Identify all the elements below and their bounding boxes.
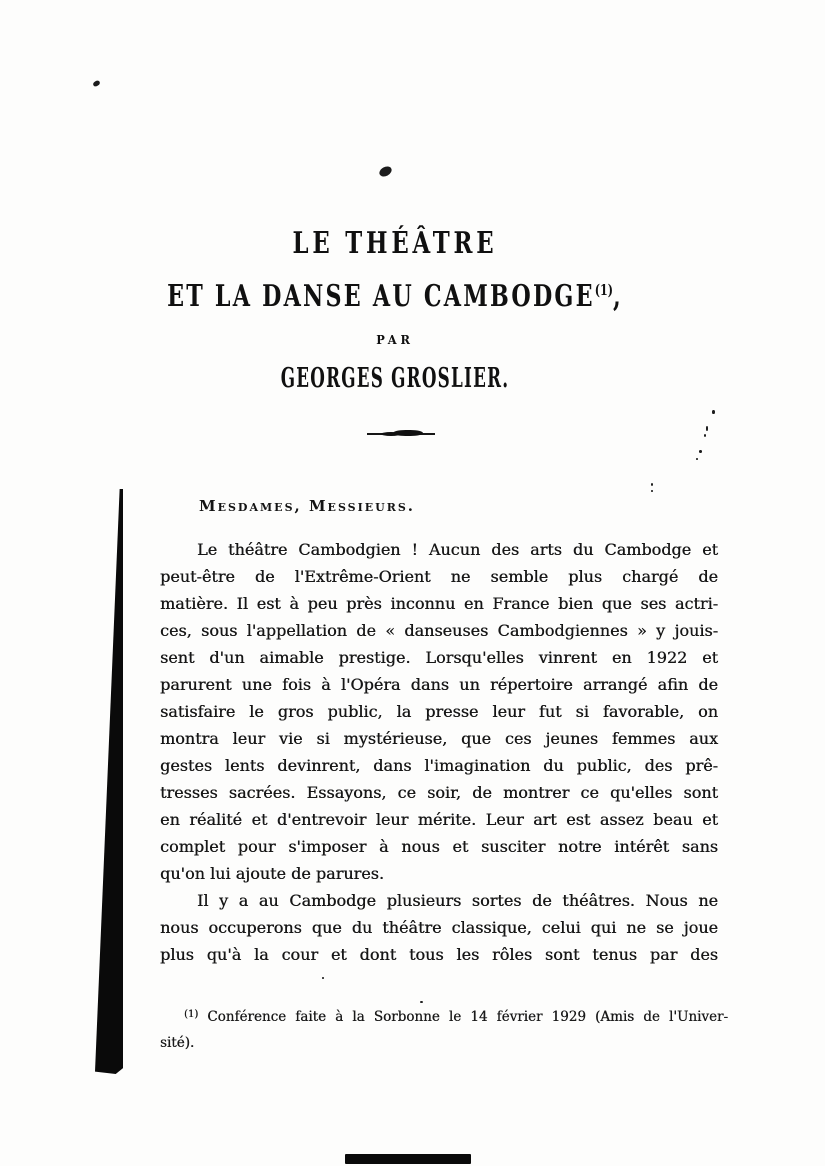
footnote: [160, 1002, 728, 1056]
footnote-marker: (1): [184, 1009, 199, 1020]
body-line-paragraph-end: qu'on lui ajoute de parures.: [160, 864, 384, 883]
document-title-line2-text: ET LA DANSE AU CAMBODGE: [167, 279, 595, 314]
footnote-line: sité).: [160, 1035, 195, 1051]
footnote-line: [160, 1002, 728, 1030]
scan-artifact-left-bar: [95, 489, 123, 1074]
body-text-column: [160, 536, 718, 968]
document-title-line2: [167, 279, 623, 314]
ink-speck: [651, 490, 653, 492]
footnote-reference-superscript: (1): [594, 281, 613, 299]
author-name: GEORGES GROSLIER.: [280, 363, 510, 394]
body-line: parurent une fois à l'Opéra dans un répertoire arrangé afin de: [160, 675, 718, 694]
body-line: montra leur vie si mystérieuse, que ces jeunes femmes aux: [160, 729, 718, 748]
ink-speck: [712, 410, 715, 414]
ink-speck: [92, 80, 101, 88]
body-line: tresses sacrées. Essayons, ce soir, de montrer ce qu'elles sont: [160, 783, 718, 802]
body-line: matière. Il est à peu près inconnu en France bien que ses actri-: [160, 594, 718, 613]
document-title-line2-comma: ,: [612, 279, 623, 314]
ornamental-divider: [367, 428, 435, 438]
body-line: Le théâtre Cambodgien ! Aucun des arts du Cambodge et: [197, 540, 718, 559]
ink-speck: [699, 450, 702, 453]
scan-artifact-bottom-bar: [345, 1154, 471, 1164]
body-line: sent d'un aimable prestige. Lorsqu'elles vinrent en 1922 et: [160, 648, 718, 667]
body-line: en réalité et d'entrevoir leur mérite. Leur art est assez beau et: [160, 810, 718, 829]
divider-ornament: [393, 430, 423, 436]
ink-speck: [704, 434, 706, 437]
body-line: satisfaire le gros public, la presse leur fut si favorable, on: [160, 702, 718, 721]
body-line: plus qu'à la cour et dont tous les rôles sont tenus par des: [160, 945, 718, 964]
salutation: Mesdames, Messieurs.: [199, 497, 416, 515]
body-line: ces, sous l'appellation de « danseuses Cambodgiennes » y jouis-: [160, 621, 718, 640]
byline-par: PAR: [376, 333, 414, 347]
ink-speck: [696, 458, 698, 460]
ink-speck: [378, 164, 394, 178]
body-line: peut-être de l'Extrême-Orient ne semble plus chargé de: [160, 567, 718, 586]
body-line: Il y a au Cambodge plusieurs sortes de théâtres. Nous ne: [197, 891, 718, 910]
ink-speck: [651, 483, 653, 486]
document-title-line1: LE THÉÂTRE: [292, 226, 498, 261]
body-line: nous occuperons que du théâtre classique, celui qui ne se joue: [160, 918, 718, 937]
ink-speck: [706, 426, 708, 431]
body-line: complet pour s'imposer à nous et susciter notre intérêt sans: [160, 837, 718, 856]
ink-speck: [322, 977, 324, 979]
footnote-text: Conférence faite à la Sorbonne le 14 février 1929 (Amis de l'Univer-: [207, 1009, 729, 1025]
body-line: gestes lents devinrent, dans l'imagination du public, des prê-: [160, 756, 718, 775]
